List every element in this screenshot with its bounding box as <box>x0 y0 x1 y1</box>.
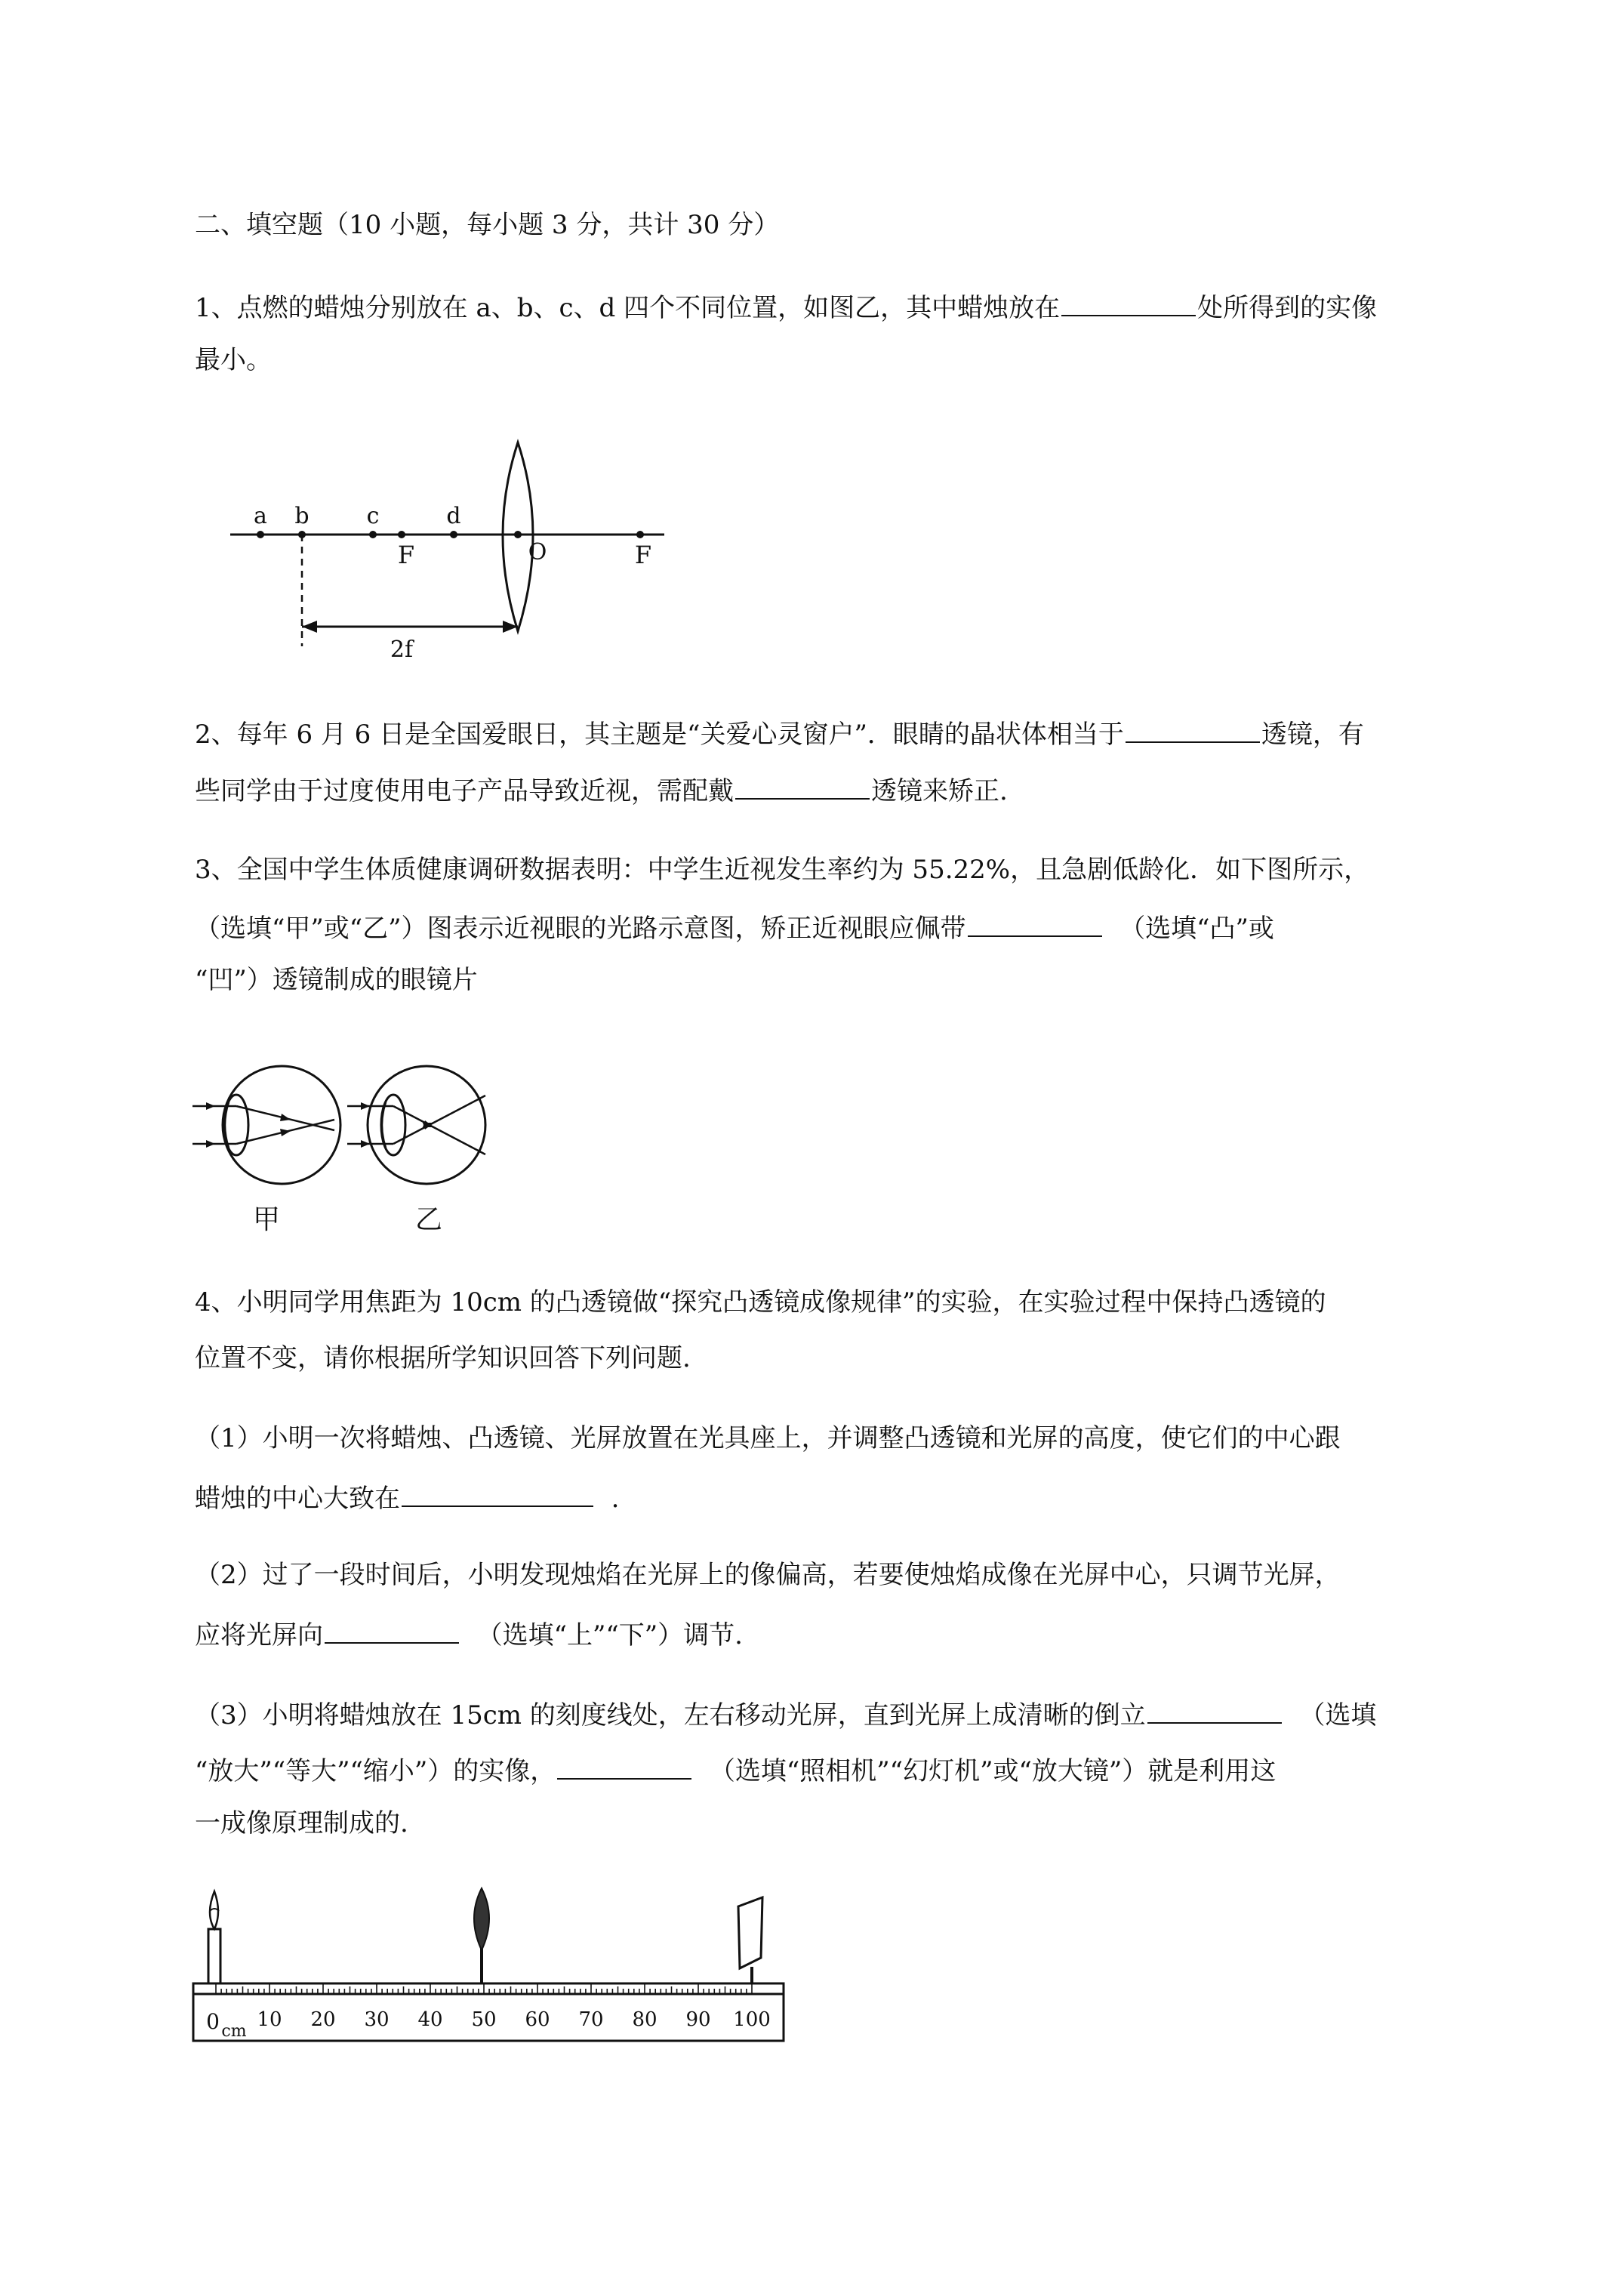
q4-p2-line1: （2）过了一段时间后，小明发现烛焰在光屏上的像偏高，若要使烛焰成像在光屏中心，只调节光屏， <box>195 1560 1341 1590</box>
q4-p3-answer-blank-1[interactable] <box>1147 1697 1282 1724</box>
q4-p2-line2 <box>195 1616 743 1650</box>
point-o <box>514 531 522 538</box>
label-d: d <box>446 503 461 529</box>
tick-label-10: 10 <box>257 2008 282 2031</box>
q2-answer-blank-2[interactable] <box>735 772 870 800</box>
q1-line1 <box>195 289 1377 323</box>
q4-p1-text: 蜡烛的中心大致在 <box>195 1484 400 1514</box>
q1-text-b: 处所得到的实像 <box>1197 293 1378 323</box>
unit-label: cm <box>221 2022 247 2041</box>
q1-line2: 最小。 <box>195 345 272 375</box>
optical-bench-diagram <box>189 1884 793 2065</box>
q2-answer-blank-1[interactable] <box>1126 716 1260 743</box>
q4-p2-text-b: （选填“上”“下”）调节. <box>476 1620 743 1650</box>
label-2f: 2f <box>390 636 414 663</box>
tick-label-60: 60 <box>525 2008 550 2031</box>
q2-text-d: 透镜来矫正. <box>871 776 1008 806</box>
q4-p3-line1 <box>195 1697 1376 1730</box>
q4-p3-text-c: “放大”“等大”“缩小”）的实像， <box>195 1756 556 1786</box>
q4-p3-line3: 一成像原理制成的. <box>195 1808 408 1838</box>
label-f-right: F <box>634 541 652 569</box>
q2-text-b: 透镜，有 <box>1261 720 1364 750</box>
point-f-left <box>398 531 405 538</box>
label-c: c <box>366 503 380 529</box>
lens-diagram <box>226 436 679 663</box>
candle-icon <box>208 1891 220 1983</box>
q2-line1 <box>195 716 1364 750</box>
q3-line1: 3、全国中学生体质健康调研数据表明：中学生近视发生率约为 55.22%，且急剧低龄化．如下图所示， <box>195 855 1370 885</box>
tick-label-30: 30 <box>364 2008 390 2031</box>
eye-jia-icon <box>192 1066 340 1184</box>
point-a <box>257 531 264 538</box>
q4-p2-text-a: 应将光屏向 <box>195 1620 323 1650</box>
label-f-left: F <box>397 541 415 569</box>
q4-p3-text-a: （3）小明将蜡烛放在 15cm 的刻度线处，左右移动光屏，直到光屏上成清晰的倒立 <box>195 1700 1146 1730</box>
convex-lens-icon <box>474 1888 489 1983</box>
q3-text-b: （选填“凸”或 <box>1119 914 1274 944</box>
q4-line1: 4、小明同学用焦距为 10cm 的凸透镜做“探究凸透镜成像规律”的实验，在实验过程中保持凸透镜的 <box>195 1287 1326 1318</box>
eye-diagram <box>192 1061 494 1242</box>
label-a: a <box>254 503 267 529</box>
ruler <box>193 1983 784 2041</box>
tick-label-20: 20 <box>310 2008 336 2031</box>
q3-text-a: （选填“甲”或“乙”）图表示近视眼的光路示意图，矫正近视眼应佩带 <box>195 914 966 944</box>
tick-label-80: 80 <box>632 2008 658 2031</box>
q1-text-a: 1、点燃的蜡烛分别放在 a、b、c、d 四个不同位置，如图乙，其中蜡烛放在 <box>195 293 1061 323</box>
q2-text-a: 2、每年 6 月 6 日是全国爱眼日，其主题是“关爱心灵窗户”．眼睛的晶状体相当于 <box>195 720 1124 750</box>
q4-p3-answer-blank-2[interactable] <box>557 1752 691 1780</box>
tick-label-100: 100 <box>733 2008 771 2031</box>
q4-p3-text-d: （选填“照相机”“幻灯机”或“放大镜”）就是利用这 <box>709 1756 1277 1786</box>
label-yi: 乙 <box>414 1204 443 1235</box>
tick-label-70: 70 <box>578 2008 604 2031</box>
label-b: b <box>294 503 310 529</box>
tick-label-0: 0 <box>206 2009 220 2034</box>
tick-label-40: 40 <box>417 2008 443 2031</box>
point-c <box>369 531 377 538</box>
point-d <box>450 531 457 538</box>
label-jia: 甲 <box>252 1204 281 1235</box>
q4-p3-text-b: （选填 <box>1299 1700 1377 1730</box>
q4-p1-answer-blank[interactable] <box>402 1480 593 1507</box>
q3-answer-blank[interactable] <box>968 910 1102 937</box>
tick-label-90: 90 <box>685 2008 711 2031</box>
q4-p1-period: . <box>611 1484 620 1514</box>
q4-p3-line2 <box>195 1752 1276 1786</box>
q3-line2 <box>195 910 1274 944</box>
point-f-right <box>636 531 644 538</box>
section-title: 二、填空题（10 小题，每小题 3 分，共计 30 分） <box>195 210 780 240</box>
q1-answer-blank[interactable] <box>1061 289 1196 316</box>
light-screen-icon <box>738 1897 762 1983</box>
q4-p1-line1: （1）小明一次将蜡烛、凸透镜、光屏放置在光具座上，并调整凸透镜和光屏的高度，使它们的中心跟 <box>195 1423 1341 1453</box>
q4-p2-answer-blank[interactable] <box>325 1616 459 1644</box>
q4-line2: 位置不变，请你根据所学知识回答下列问题. <box>195 1343 691 1373</box>
tick-label-50: 50 <box>471 2008 497 2031</box>
q2-line2 <box>195 772 1008 806</box>
q2-text-c: 些同学由于过度使用电子产品导致近视，需配戴 <box>195 776 734 806</box>
q3-line3: “凹”）透镜制成的眼镜片 <box>195 965 478 995</box>
label-o: O <box>528 539 547 566</box>
eye-yi-icon <box>347 1066 485 1184</box>
q4-p1-line2 <box>195 1480 619 1514</box>
arrow-left-icon <box>302 621 317 633</box>
